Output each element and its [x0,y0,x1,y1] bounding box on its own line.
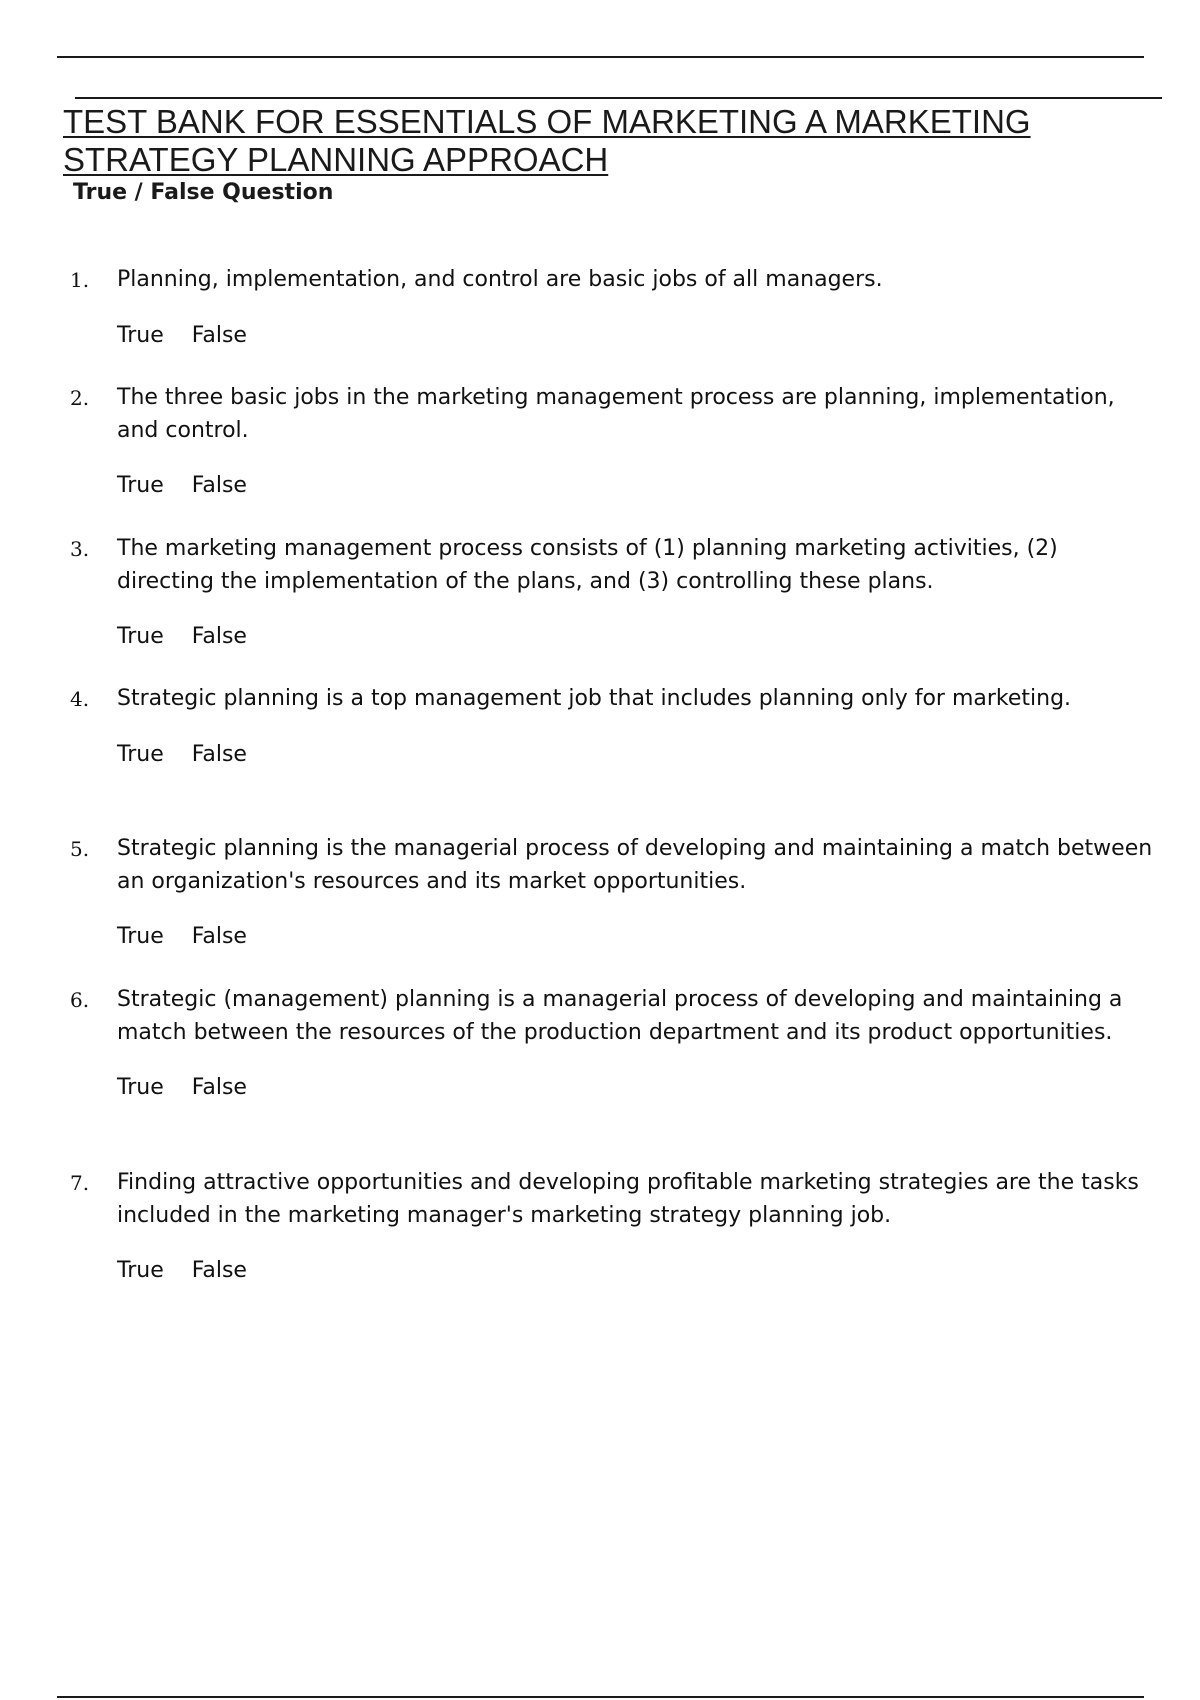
question-1 [70,264,1160,352]
footer-rule [57,1696,1144,1698]
option-false[interactable]: False [191,741,247,767]
option-true[interactable]: True [117,624,164,649]
answer-options [117,1072,1160,1105]
question-text: The three basic jobs in the marketing management process are planning, implementation, and control. [117,385,1115,443]
question-5 [70,833,1160,954]
option-true[interactable]: True [117,322,164,348]
title-line-2: STRATEGY PLANNING APPROACH [63,141,609,178]
answer-options [117,621,1160,654]
option-true[interactable]: True [117,1258,164,1283]
question-number: 6. [70,988,90,1012]
question-2 [70,382,1160,503]
option-true[interactable]: True [117,473,164,498]
question-number: 3. [70,537,90,561]
question-number: 5. [70,837,90,861]
question-number: 7. [70,1171,90,1195]
question-text: Finding attractive opportunities and developing profitable marketing strategies are the tasks included in the marketing manager's marketing strategy planning job. [117,1170,1139,1228]
question-text: Planning, implementation, and control are basic jobs of all managers. [117,267,883,292]
question-4 [70,683,1160,771]
question-text: The marketing management process consists of (1) planning marketing activities, (2) directing the implementation of the plans, and (3) controlling these plans. [117,536,1058,594]
question-6 [70,984,1160,1105]
answer-options [117,1255,1160,1288]
question-number: 1. [70,268,90,292]
question-text: Strategic planning is the managerial process of developing and maintaining a match between an organization's resources and its market opportunities. [117,836,1153,894]
option-false[interactable]: False [191,1075,247,1100]
question-7 [70,1167,1160,1288]
option-false[interactable]: False [191,322,247,348]
option-false[interactable]: False [191,624,247,649]
option-true[interactable]: True [117,741,164,767]
option-true[interactable]: True [117,924,164,949]
question-number: 2. [70,386,90,410]
answer-options [117,320,1160,353]
answer-options [117,921,1160,954]
option-false[interactable]: False [191,473,247,498]
title-line-1: TEST BANK FOR ESSENTIALS OF MARKETING A MARKETING [63,103,1031,140]
option-true[interactable]: True [117,1075,164,1100]
question-text: Strategic (management) planning is a managerial process of developing and maintaining a match between the resources of the production department and its product opportunities. [117,987,1123,1045]
answer-options [117,470,1160,503]
question-number: 4. [70,687,90,711]
section-heading: True / False Question [73,180,334,205]
option-false[interactable]: False [191,924,247,949]
answer-options [117,739,1160,772]
option-false[interactable]: False [191,1258,247,1283]
question-3 [70,533,1160,654]
question-text: Strategic planning is a top management job that includes planning only for marketing. [117,686,1072,711]
